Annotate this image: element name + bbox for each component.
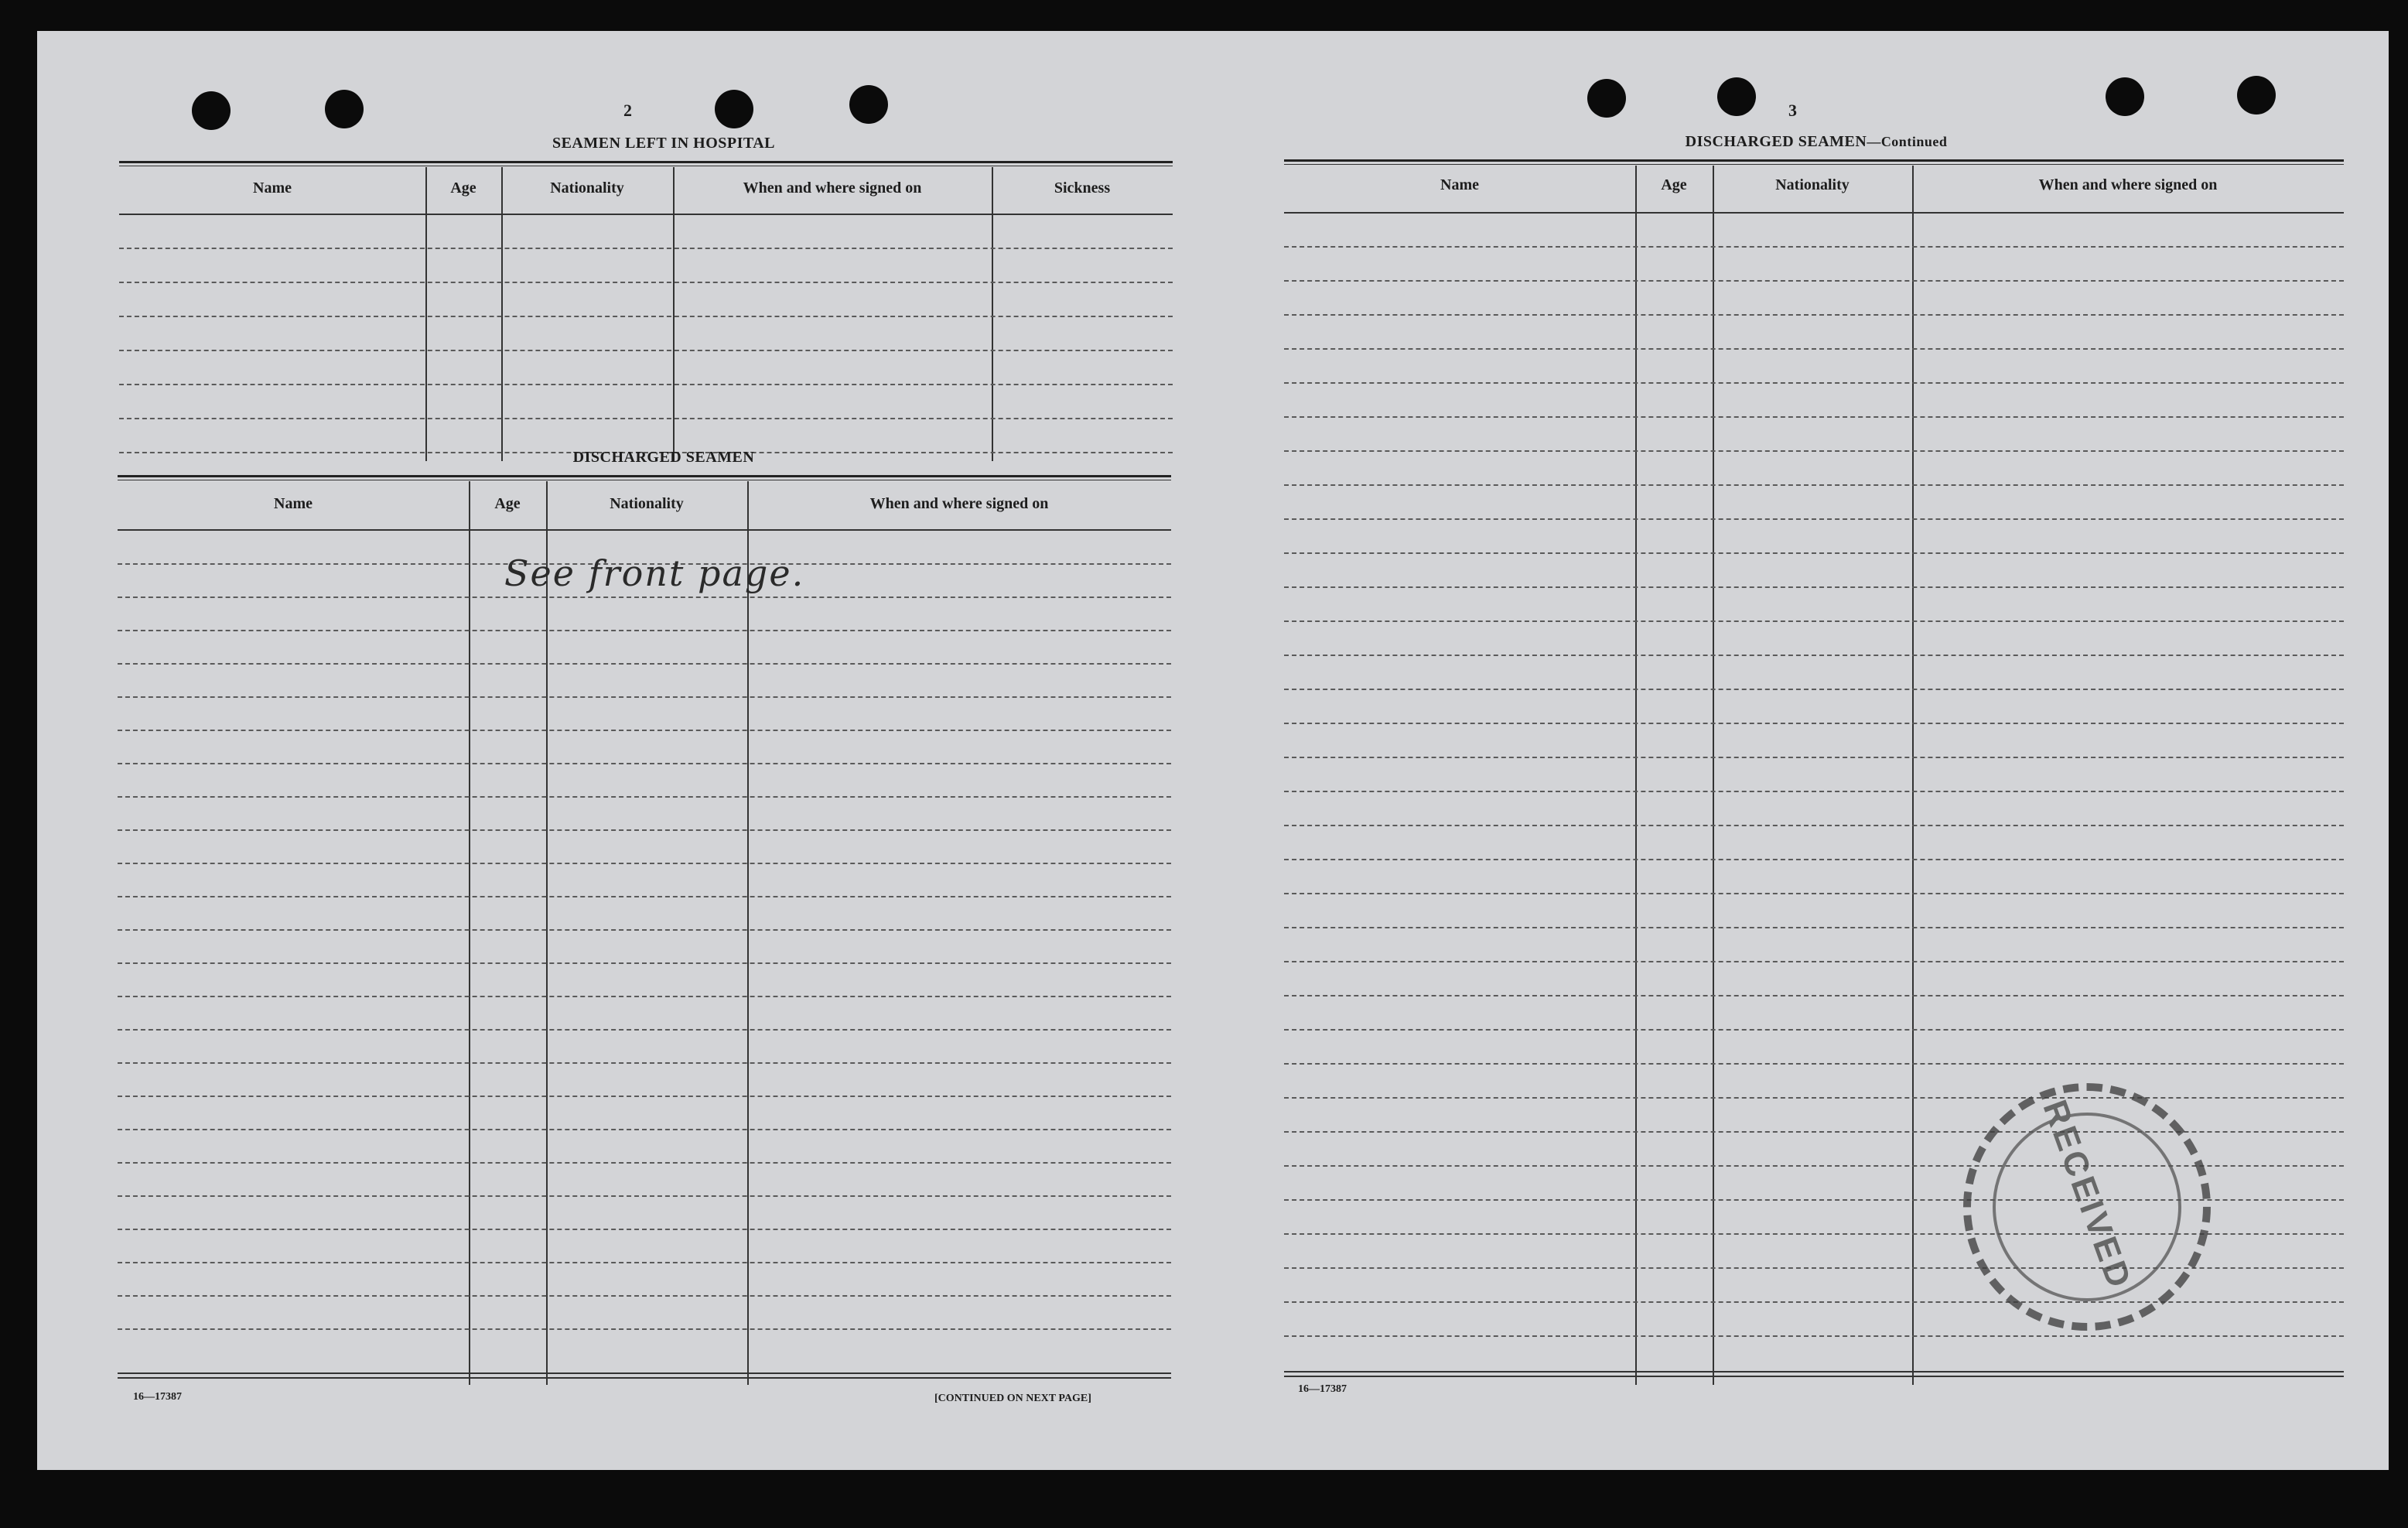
column-header-age: Age <box>1661 176 1687 193</box>
column-header-signed-on: When and where signed on <box>743 179 922 197</box>
punch-hole <box>849 85 888 124</box>
discharged-table <box>118 475 1171 1386</box>
column-header-age: Age <box>494 495 521 512</box>
received-stamp <box>1963 1083 2211 1331</box>
discharged-continued-title-main: DISCHARGED SEAMEN <box>1685 133 1867 150</box>
stamp-text: RECEIVED <box>2035 1095 2140 1295</box>
punch-hole <box>715 90 753 128</box>
left-page-number: 2 <box>623 101 632 120</box>
column-header-signed-on: When and where signed on <box>2038 176 2218 193</box>
column-header-nationality: Nationality <box>610 495 684 512</box>
column-header-name: Name <box>253 179 292 197</box>
hospital-section-title: SEAMEN LEFT IN HOSPITAL <box>552 135 776 152</box>
column-header-age: Age <box>450 179 476 197</box>
column-header-nationality: Nationality <box>550 179 624 197</box>
column-header-sickness: Sickness <box>1054 179 1111 197</box>
punch-hole <box>2237 76 2276 115</box>
document-sheet <box>37 31 2389 1470</box>
punch-hole <box>325 90 364 128</box>
punch-hole <box>2106 77 2144 116</box>
right-form-number: 16—17387 <box>1298 1383 1347 1395</box>
discharged-section-title: DISCHARGED SEAMEN <box>572 449 755 466</box>
continued-note: [CONTINUED ON NEXT PAGE] <box>934 1393 1091 1404</box>
hospital-table <box>119 161 1173 461</box>
punch-hole <box>1587 79 1626 118</box>
column-header-signed-on: When and where signed on <box>869 495 1049 512</box>
discharged-continued-title-suffix: —Continued <box>1867 134 1948 149</box>
handwritten-entry: See front page. <box>504 552 805 594</box>
right-page-number: 3 <box>1788 101 1797 120</box>
column-header-name: Name <box>274 495 313 512</box>
punch-hole <box>1717 77 1756 116</box>
column-header-name: Name <box>1440 176 1479 193</box>
punch-hole <box>192 91 231 130</box>
column-header-nationality: Nationality <box>1775 176 1850 193</box>
discharged-continued-title <box>1584 133 2048 151</box>
left-form-number: 16—17387 <box>133 1391 182 1403</box>
